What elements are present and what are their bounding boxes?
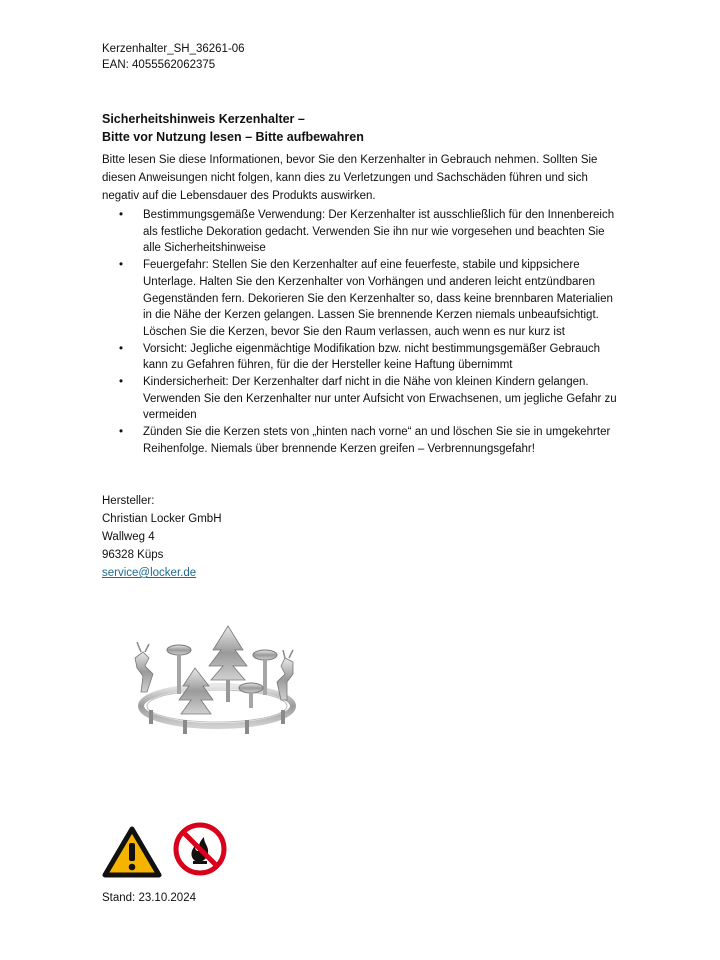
ean-number: EAN: 4055562062375 xyxy=(102,59,216,71)
bullet: • xyxy=(119,259,124,272)
manufacturer-city: 96328 Küps xyxy=(102,549,164,561)
bullet: • xyxy=(119,376,124,389)
bullet: • xyxy=(119,426,124,439)
title-line-2: Bitte vor Nutzung lesen – Bitte aufbewahren xyxy=(102,130,364,144)
manufacturer-street: Wallweg 4 xyxy=(102,531,155,543)
rule-text: Vorsicht: Jegliche eigenmächtige Modifikation bzw. nicht bestimmungsgemäßer Gebrauch kann zu Gefahren führen, für die der Hersteller keine Haftung übernimmt xyxy=(143,342,601,372)
safety-rules-list xyxy=(102,207,622,458)
rule-text: Feuergefahr: Stellen Sie den Kerzenhalter auf eine feuerfeste, stabile und kippsichere Unterlage. Halten Sie den Kerzenhalter von Vorhängen und anderen leicht entzündbaren Gegenständen fern. Dekorieren Sie den Kerzenhalter so, dass keine brennbaren Materialien in die Nähe der Kerzen gelangen. Lassen Sie brennende Kerzen niemals unbeaufsichtigt. Löschen Sie die Kerzen, bevor Sie den Raum verlassen, auch wenn es nur kurz ist xyxy=(143,259,613,338)
warning-triangle-icon xyxy=(102,826,162,878)
document-date: Stand: 23.10.2024 xyxy=(102,892,196,904)
rule-text: Kindersicherheit: Der Kerzenhalter darf nicht in die Nähe von kleinen Kindern gelangen. Verwenden Sie den Kerzenhalter nur unter Aufsicht von Erwachsenen, um jegliche Gefahr zu vermeiden xyxy=(143,376,617,422)
article-number: Kerzenhalter_SH_36261-06 xyxy=(102,43,245,55)
rule-text: Bestimmungsgemäße Verwendung: Der Kerzenhalter ist ausschließlich für den Innenbereich als festliche Dekoration gedacht. Verwenden Sie ihn nur wie vorgesehen und beachten Sie alle Sicherheitshinweise xyxy=(143,209,615,255)
manufacturer-block xyxy=(102,492,222,582)
list-item xyxy=(102,424,622,457)
bullet: • xyxy=(119,209,124,221)
bullet: • xyxy=(119,342,124,355)
product-image xyxy=(125,622,305,740)
no-open-flame-icon xyxy=(173,822,227,876)
manufacturer-company: Christian Locker GmbH xyxy=(102,513,222,525)
list-item xyxy=(102,207,622,257)
list-item xyxy=(102,341,622,374)
intro-paragraph: Bitte lesen Sie diese Informationen, bevor Sie den Kerzenhalter in Gebrauch nehmen. Sollten Sie diesen Anweisungen nicht folgen, kann dies zu Verletzungen und Sachschäden führen und sich negativ auf die Lebensdauer des Produkts auswirken. xyxy=(102,154,598,202)
rule-text: Zünden Sie die Kerzen stets von „hinten nach vorne“ an und löschen Sie sie in umgekehrter Reihenfolge. Niemals über brennende Kerzen greifen – Verbrennungsgefahr! xyxy=(143,426,611,455)
list-item xyxy=(102,374,622,424)
list-item xyxy=(102,257,622,341)
manufacturer-email-link[interactable]: service@locker.de xyxy=(102,567,197,579)
manufacturer-label: Hersteller: xyxy=(102,495,155,507)
title-line-1: Sicherheitshinweis Kerzenhalter – xyxy=(102,112,305,126)
article-meta xyxy=(102,41,245,73)
document-title xyxy=(102,110,364,146)
